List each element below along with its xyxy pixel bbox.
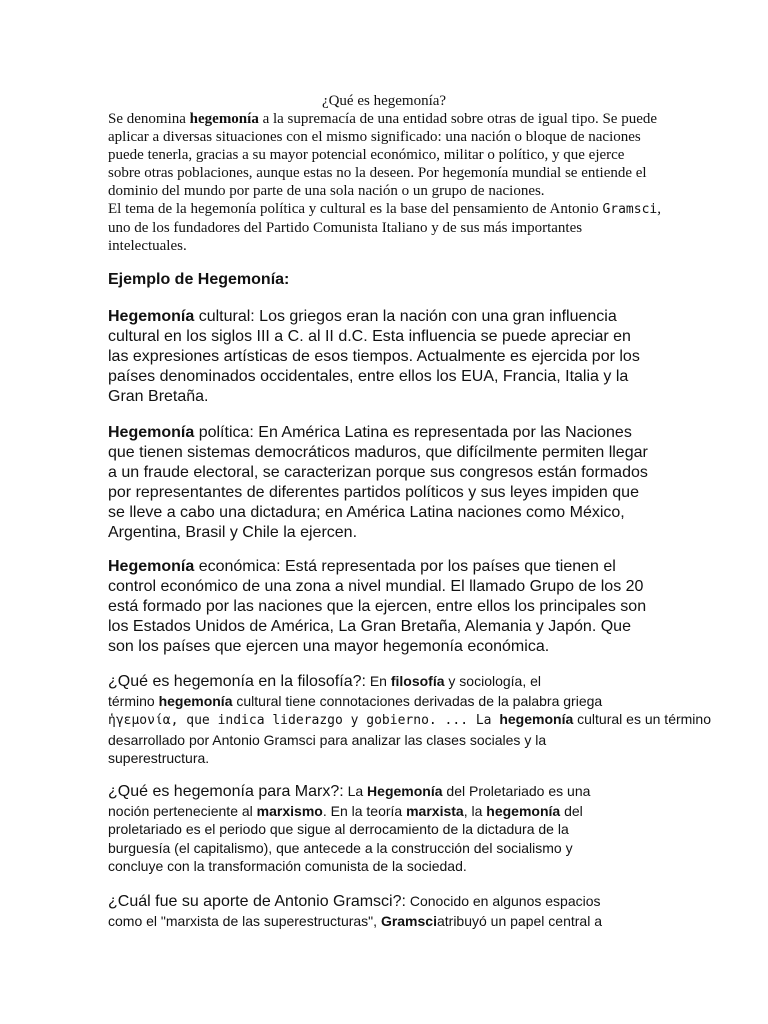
text-run: . En la teoría [322, 802, 407, 819]
intro-line: intelectuales. [108, 238, 187, 254]
bold-term: hegemonía [486, 802, 561, 819]
text-run: Se denomina [108, 111, 190, 127]
paragraph-line: Gran Bretaña. [108, 388, 209, 405]
bold-term: filosofía [390, 673, 445, 689]
paragraph-line [108, 692, 711, 711]
bold-term: hegemonía [189, 111, 259, 127]
bold-term: marxista [406, 802, 464, 819]
text-run: y sociología, el [444, 673, 542, 689]
intro-line: dominio del mundo por parte de una sola nación o un grupo de naciones. [108, 183, 545, 199]
paragraph-line: burguesía (el capitalismo), que antecede a la construcción del socialismo y [108, 839, 573, 856]
text-run: económica: Está representada por los países que tienen el [194, 558, 616, 575]
paragraph-line: los Estados Unidos de América, La Gran Bretaña, Alemania y Japón. Que [108, 618, 631, 635]
gramsci-paragraph [108, 892, 602, 930]
text-run: cultural es un término [573, 711, 711, 727]
paragraph-line: son los países que ejercen una mayor hegemonía económica. [108, 638, 550, 655]
paragraph-line: por representantes de diferentes partidos políticos y sus leyes impiden que [108, 484, 639, 501]
paragraph-line: se lleve a cabo una dictadura; en América Latina naciones como México, [108, 504, 625, 521]
intro-line [108, 200, 661, 219]
paragraph-line: países denominados occidentales, entre ellos los EUA, Francia, Italia y la [108, 368, 629, 385]
text-run: como el "marxista de las superestructuras", [108, 912, 381, 929]
text-run: política: En América Latina es representada por las Naciones [194, 424, 632, 441]
question-heading: ¿Cuál fue su aporte de Antonio Gramsci?: [108, 893, 406, 910]
text-run: Conocido en algunos espacios [405, 893, 601, 909]
paragraph-line: a un fraude electoral, se caracterizan porque sus congresos están formados [108, 464, 648, 481]
paragraph-line [108, 802, 590, 821]
document-title: ¿Qué es hegemonía? [321, 93, 447, 109]
text-run: término [108, 692, 159, 709]
text-run: El tema de la hegemonía política y cultural es la base del pensamiento de Antonio [108, 201, 603, 217]
bold-term: Hegemonía [108, 558, 195, 575]
paragraph-line: desarrollado por Antonio Gramsci para analizar las clases sociales y la [108, 731, 547, 748]
paragraph-line: está formado por las naciones que la ejercen, entre ellos los principales son [108, 598, 647, 615]
bold-term: hegemonía [499, 711, 574, 727]
paragraph-line: Argentina, Brasil y Chile la ejercen. [108, 524, 358, 541]
intro-paragraph [108, 110, 661, 255]
question-heading: ¿Qué es hegemonía en la filosofía?: [108, 673, 366, 690]
paragraph-line: concluye con la transformación comunista de la sociedad. [108, 858, 467, 874]
text-run: En [365, 673, 391, 689]
bold-term: Hegemonía [108, 424, 195, 441]
greek-text: ἡγεμονία, que indica liderazgo y gobierno. ... La [108, 713, 500, 728]
gramsci-name: Gramsci [602, 202, 658, 217]
intro-line [108, 110, 661, 128]
intro-line: uno de los fundadores del Partido Comunista Italiano y de sus más importantes [108, 220, 583, 236]
intro-line: sobre otras poblaciones, aunque estas no la deseen. Por hegemonía mundial se entiende el [108, 165, 647, 181]
intro-line: aplicar a diversas situaciones con el mismo significado: una nación o bloque de naciones [108, 129, 641, 145]
politica-paragraph [108, 423, 648, 543]
paragraph-line: las expresiones artísticas de esos tiempos. Actualmente es ejercida por los [108, 348, 640, 365]
bold-term: Hegemonía [367, 783, 443, 799]
text-run: cultural tiene connotaciones derivadas de la palabra griega [232, 692, 603, 709]
paragraph-line [108, 672, 711, 692]
text-run: , la [463, 802, 487, 819]
paragraph-line: control económico de una zona a nivel mundial. El llamado Grupo de los 20 [108, 578, 644, 595]
cultural-paragraph [108, 307, 640, 407]
paragraph-line: proletariado es el periodo que sigue al derrocamiento de la dictadura de la [108, 821, 569, 837]
bold-term: hegemonía [158, 692, 233, 709]
paragraph-line [108, 710, 711, 731]
text-run: del Proletariado es una [442, 783, 591, 799]
paragraph-line: superestructura. [108, 750, 210, 766]
bold-term: Hegemonía [108, 308, 195, 325]
text-run: cultural: Los griegos eran la nación con una gran influencia [194, 308, 617, 325]
text-run: , [657, 201, 661, 217]
text-run: del [560, 802, 583, 819]
paragraph-line [108, 892, 602, 912]
paragraph-line [108, 307, 640, 327]
paragraph-line: que tienen sistemas democráticos maduros, que difícilmente permiten llegar [108, 444, 648, 461]
economica-paragraph [108, 557, 646, 657]
paragraph-line: cultural en los siglos III a C. al II d.C. Esta influencia se puede apreciar en [108, 328, 631, 345]
text-run: noción perteneciente al [108, 802, 257, 819]
paragraph-line [108, 557, 646, 577]
bold-term: Gramsci [380, 912, 437, 929]
marx-paragraph [108, 782, 590, 876]
text-run: a la supremacía de una entidad sobre otras de igual tipo. Se puede [258, 111, 658, 127]
paragraph-line [108, 782, 590, 802]
paragraph-line [108, 423, 648, 443]
text-run: La [343, 783, 368, 799]
intro-line: puede tenerla, gracias a su mayor potencial económico, militar o político, y que ejerce [108, 147, 625, 163]
filosofia-paragraph [108, 672, 711, 768]
text-run: atribuyó un papel central a [436, 912, 602, 929]
bold-term: marxismo [256, 802, 323, 819]
example-heading: Ejemplo de Hegemonía: [108, 271, 290, 288]
paragraph-line [108, 912, 602, 931]
question-heading: ¿Qué es hegemonía para Marx?: [108, 783, 344, 800]
